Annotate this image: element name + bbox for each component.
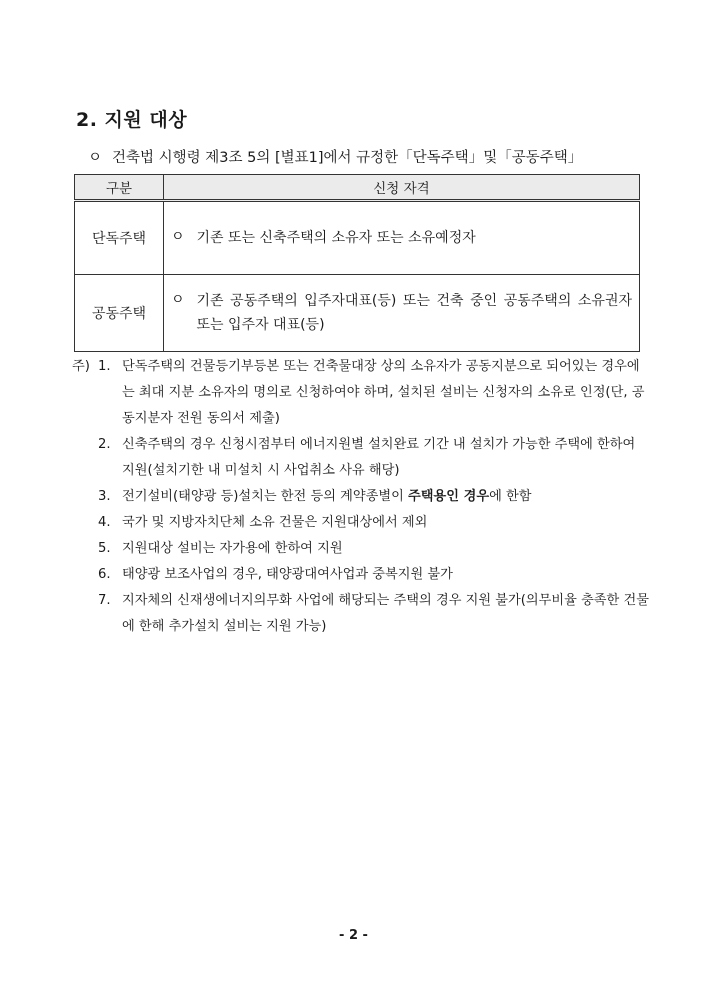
note-number: 2.: [98, 437, 111, 452]
note-text: 태양광 보조사업의 경우, 태양광대여사업과 중복지원 불가: [122, 567, 453, 582]
row-text: 기존 또는 신축주택의 소유자 또는 소유예정자: [196, 230, 476, 246]
note-number: 4.: [98, 515, 111, 530]
intro-text: 건축법 시행령 제3조 5의 [별표1]에서 규정한「단독주택」및「공동주택」: [112, 150, 583, 166]
header-category: 구분: [75, 175, 164, 201]
intro-line: [88, 146, 582, 167]
row-qualification: [164, 201, 640, 275]
row-category: 단독주택: [75, 201, 164, 275]
note-item: [72, 588, 652, 640]
notes-lead: 주): [72, 359, 90, 374]
note-item: [72, 510, 652, 536]
note-number: 7.: [98, 593, 111, 608]
row-bullet: ㅇ: [171, 229, 185, 245]
table-row: [75, 201, 640, 275]
note-text: 지자체의 신재생에너지의무화 사업에 해당되는 주택의 경우 지원 불가(의무비율 충족한 건물에 한해 추가설치 설비는 지원 가능): [122, 593, 649, 634]
table-header-row: [75, 175, 640, 201]
note-item: [72, 432, 652, 484]
row-bullet: ㅇ: [171, 292, 185, 308]
page-number: - 2 -: [339, 928, 368, 943]
note-item: [72, 484, 652, 510]
note-number: 5.: [98, 541, 111, 556]
note-number: 3.: [98, 489, 111, 504]
note-text: 국가 및 지방자치단체 소유 건물은 지원대상에서 제외: [122, 515, 428, 530]
note-item: [72, 562, 652, 588]
notes-list: [72, 354, 652, 640]
note-text: 전기설비(태양광 등)설치는 한전 등의 계약종별이 주택용인 경우에 한함: [122, 489, 532, 504]
note-emphasis: 주택용인 경우: [408, 489, 490, 504]
header-qualification: 신청 자격: [164, 175, 640, 201]
note-number: 1.: [98, 359, 111, 374]
note-number: 6.: [98, 567, 111, 582]
note-text: 지원대상 설비는 자가용에 한하여 지원: [122, 541, 343, 556]
intro-bullet: ㅇ: [88, 150, 103, 166]
row-qualification: [164, 275, 640, 352]
row-text: 기존 공동주택의 입주자대표(등) 또는 건축 중인 공동주택의 소유권자 또는 입주자 대표(등): [196, 293, 632, 333]
eligibility-table: [74, 174, 640, 352]
note-text: 단독주택의 건물등기부등본 또는 건축물대장 상의 소유자가 공동지분으로 되어있는 경우에는 최대 지분 소유자의 명의로 신청하여야 하며, 설치된 설비는 신청자의 소유로 인정(단, 공동지분자 전원 동의서 제출): [122, 359, 645, 426]
note-text: 신축주택의 경우 신청시점부터 에너지원별 설치완료 기간 내 설치가 가능한 주택에 한하여 지원(설치기한 내 미설치 시 사업취소 사유 해당): [122, 437, 636, 478]
section-title: 2. 지원 대상: [76, 109, 188, 131]
table-row: [75, 275, 640, 352]
note-item: [72, 354, 652, 432]
row-category: 공동주택: [75, 275, 164, 352]
note-item: [72, 536, 652, 562]
